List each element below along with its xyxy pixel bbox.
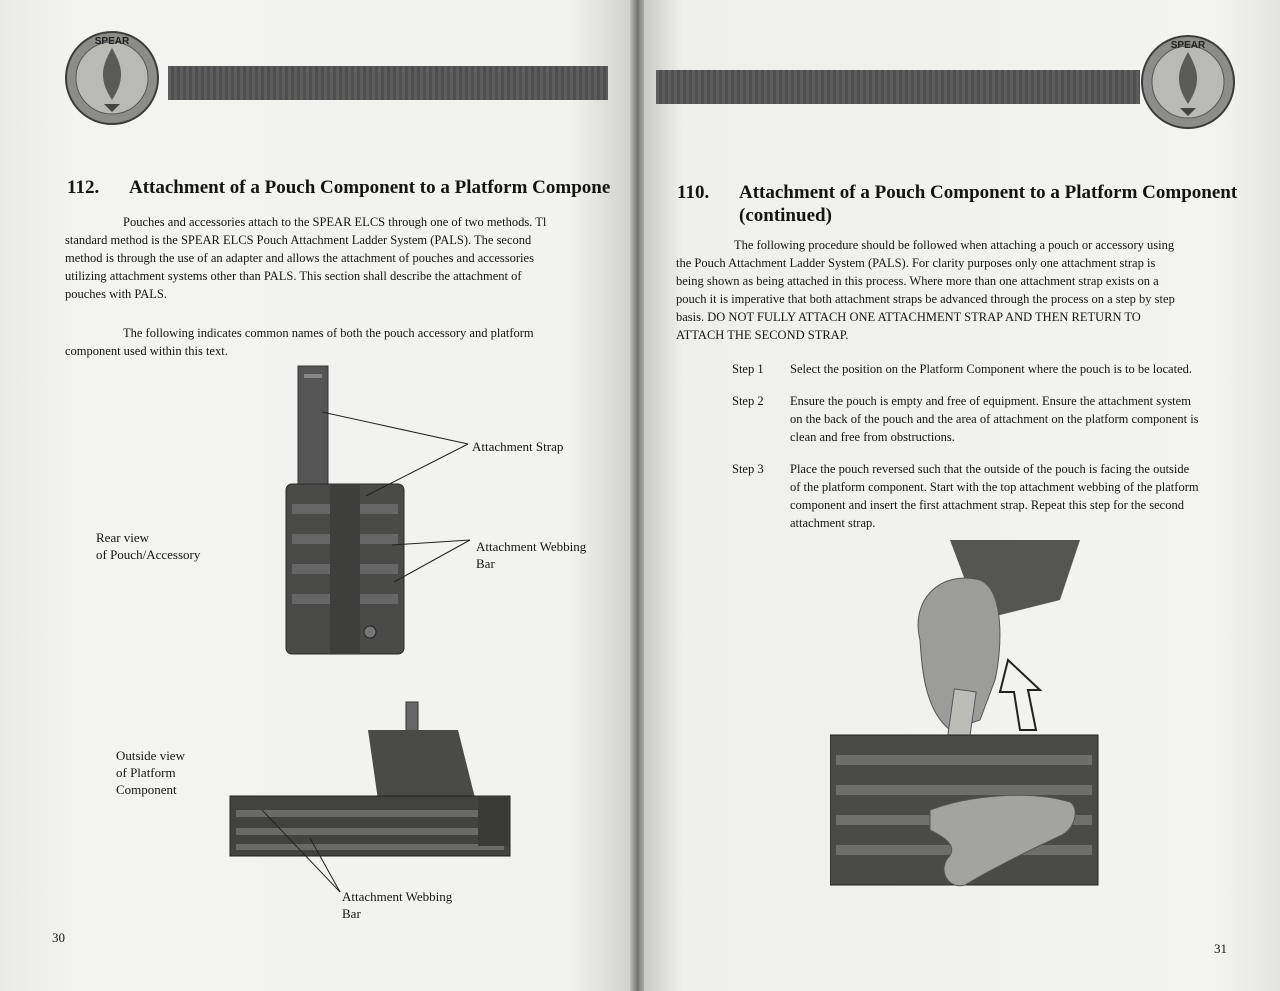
callout-leader-lines — [0, 0, 634, 991]
step-text: Select the position on the Platform Component where the pouch is to be located. — [790, 362, 1192, 376]
callout-line: Component — [116, 782, 177, 797]
step-label: Step 3 — [732, 462, 764, 476]
left-page — [0, 0, 634, 991]
header-bar — [656, 70, 1140, 104]
spear-logo — [1140, 34, 1236, 130]
para-line: The following procedure should be followed when attaching a pouch or accessory using — [734, 238, 1175, 252]
callout-line: of Pouch/Accessory — [96, 547, 201, 562]
para-line: basis. DO NOT FULLY ATTACH ONE ATTACHMENT STRAP AND THEN RETURN TO — [676, 310, 1141, 324]
section-title-line: (continued) — [739, 205, 832, 226]
step-text: Ensure the pouch is empty and free of equipment. Ensure the attachment system on the back of the pouch and the area of attachment on the platform component is clean and free from obstructions. — [790, 394, 1199, 444]
para-line: The following indicates common names of both the pouch accessory and platform — [123, 326, 534, 340]
section-number: 112. — [67, 177, 100, 198]
callout-line: Bar — [476, 556, 495, 571]
callout-outside-view — [116, 747, 185, 798]
para-line: Pouches and accessories attach to the SPEAR ELCS through one of two methods. Tl — [123, 215, 547, 229]
logo-text: SPEAR — [94, 36, 130, 47]
callout-rear-view — [96, 529, 200, 563]
step-item — [732, 460, 1202, 532]
para-line: pouches with PALS. — [65, 287, 167, 301]
strap-insertion-photo — [830, 540, 1100, 900]
callout-line: Bar — [342, 906, 361, 921]
section-heading — [677, 181, 1237, 227]
para-line: pouch it is imperative that both attachment straps be advanced through the process on a step by step — [676, 292, 1175, 306]
section-title-line: Attachment of a Pouch Component to a Platform Component — [739, 182, 1238, 203]
steps-list — [732, 360, 1202, 546]
para-line: standard method is the SPEAR ELCS Pouch Attachment Ladder System (PALS). The second — [65, 233, 532, 247]
step-label: Step 1 — [732, 362, 764, 376]
procedure-paragraph — [676, 236, 1266, 344]
logo-text: SPEAR — [1170, 40, 1206, 51]
step-text: Place the pouch reversed such that the outside of the pouch is facing the outside of the platform component. Start with the top attachment webbing of the platform component and insert the first attachment strap. Repeat this step for the second attachment strap. — [790, 462, 1199, 530]
para-line: ATTACH THE SECOND STRAP. — [676, 328, 849, 342]
page-number: 31 — [1214, 941, 1227, 956]
callout-line: Rear view — [96, 530, 150, 545]
callout-attachment-strap: Attachment Strap — [472, 439, 564, 454]
para-line: being shown as being attached in this process. Where more than one attachment strap exists on a — [676, 274, 1159, 288]
callout-line: of Platform — [116, 765, 176, 780]
section-number: 110. — [677, 182, 710, 203]
step-label: Step 2 — [732, 394, 764, 408]
para-line: utilizing attachment systems other than PALS. This section shall describe the attachment of — [65, 269, 522, 283]
step-item — [732, 392, 1202, 446]
right-page — [644, 0, 1280, 991]
step-item — [732, 360, 1202, 378]
callout-attachment-webbing-bar-1 — [476, 538, 586, 572]
page-number: 30 — [52, 930, 65, 945]
callout-line: Attachment Webbing — [476, 539, 587, 554]
para-line: method is through the use of an adapter and allows the attachment of pouches and accessories — [65, 251, 534, 265]
para-line: the Pouch Attachment Ladder System (PALS). For clarity purposes only one attachment strap is — [676, 256, 1156, 270]
callout-line: Attachment Webbing — [342, 889, 453, 904]
section-title: Attachment of a Pouch Component to a Platform Compone — [129, 177, 611, 198]
section-title — [739, 181, 1237, 227]
callout-attachment-webbing-bar-2 — [342, 888, 452, 922]
callout-line: Outside view — [116, 748, 185, 763]
para-line: component used within this text. — [65, 344, 228, 358]
